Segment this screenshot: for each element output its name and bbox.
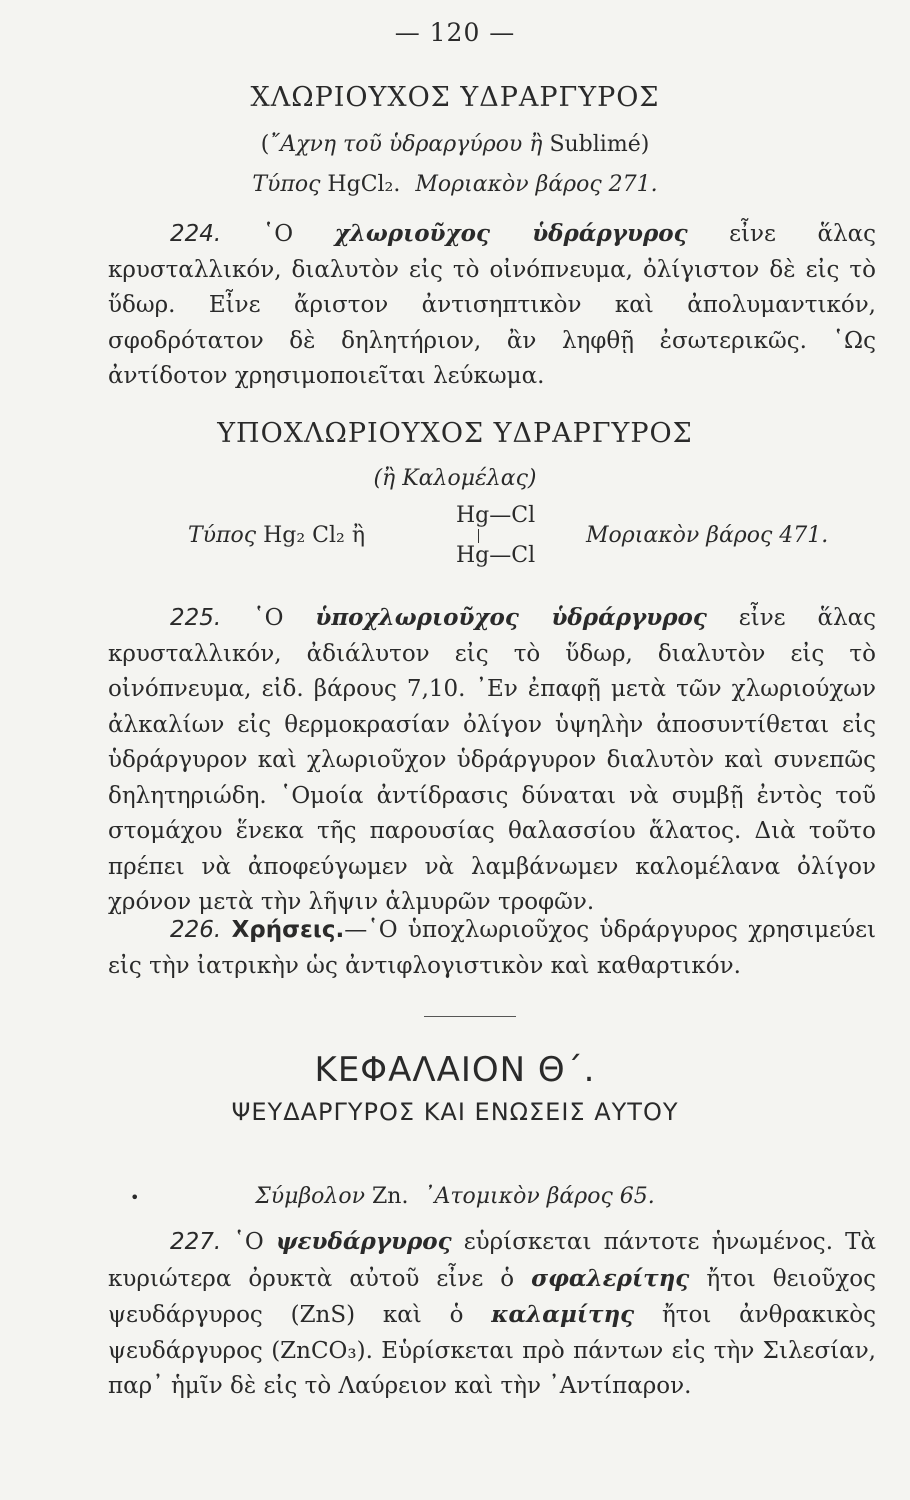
section-title-mercurous-chloride: ΥΠΟΧΛΩΡΙΟΥΧΟΣ ΥΔΡΑΡΓΥΡΟΣ <box>217 418 693 449</box>
type-label: Τύπος <box>252 172 321 197</box>
paragraph-226 <box>108 913 876 984</box>
chapter-title: ΚΕΦΑΛΑΙΟΝ Θ΄. <box>314 1050 596 1090</box>
paragraph-term: χλωριοῦχος ὑδράργυρος <box>334 220 688 247</box>
subtitle-close-paren: ) <box>640 132 650 157</box>
paragraph-term: ὑποχλωριοῦχος ὑδράργυρος <box>315 604 707 631</box>
paragraph-text-3: ἤτοι ἀνθρακικὸς ψευδάργυρος (ZnCO₃). Εὑρίσκεται πρὸ πάντων εἰς τὴν Σιλεσίαν, παρ᾿ ἡμῖν δὲ εἰς τὸ Λαύρειον καὶ τὴν ᾿Αντίπαρον. <box>108 1302 877 1399</box>
subtitle-open-paren: ( <box>260 132 270 157</box>
struct-top: Hg—Cl <box>456 503 536 528</box>
formula-row-calomel <box>108 503 876 568</box>
paragraph-term: ψευδάργυρος <box>275 1228 452 1255</box>
formula-line-mercuric-chloride <box>0 172 910 197</box>
paragraph-number: 227. <box>170 1229 222 1255</box>
section-subtitle-mercuric-chloride <box>0 132 910 157</box>
paragraph-term-calamine: καλαμίτης <box>491 1301 635 1328</box>
paragraph-lead: ῾Ο <box>253 605 284 631</box>
chapter-subtitle: ΨΕΥΔΑΡΓΥΡΟΣ ΚΑΙ ΕΝΩΣΕΙΣ ΑΥΤΟΥ <box>231 1098 679 1126</box>
paragraph-term-sphalerite: σφαλερίτης <box>531 1264 690 1292</box>
paragraph-227 <box>108 1224 876 1405</box>
structural-formula <box>456 505 535 567</box>
symbol-line-zinc <box>0 1184 910 1209</box>
paragraph-text: εἶνε ἅλας κρυσταλλικόν, διαλυτὸν εἰς τὸ οἰνόπνευμα, ὀλίγιστον δὲ εἰς τὸ ὕδωρ. Εἶνε ἄριστον ἀντισηπτικὸν καὶ ἀπολυμαντικόν, σφοδρότατον δὲ δηλητήριον, ἂν ληφθῇ ἐσωτερικῶς. ῾Ως ἀντίδοτον χρησιμοποιεῖται λεύκωμα. <box>108 221 877 389</box>
paragraph-number: 225. <box>170 605 222 631</box>
paragraph-lead: ῾Ο <box>233 1229 264 1255</box>
paragraph-number: 224. <box>170 221 222 247</box>
molecular-weight: Μοριακὸν βάρος 471. <box>586 523 829 548</box>
molecular-weight: Μοριακὸν βάρος 271. <box>415 172 658 197</box>
paragraph-heading: Χρήσεις. <box>231 917 345 943</box>
paragraph-text: εἶνε ἅλας κρυσταλλικόν, ἀδιάλυτον εἰς τὸ ὕδωρ, διαλυτὸν εἰς τὸ οἰνόπνευμα, εἰδ. βάρους 7,10. ᾿Εν ἐπαφῇ μετὰ τῶν χλωριούχων ἀλκαλίων εἰς θερμοκρασίαν ὀλίγον ὑψηλὴν ἀποσυντίθεται εἰς ὑδράργυρον καὶ χλωριοῦχον ὑδράργυρον διαλυτὸν καὶ συνεπῶς δηλητηριώδη. ῾Ομοία ἀντίδρασις δύναται νὰ συμβῇ ἐντὸς τοῦ στομάχου ἕνεκα τῆς παρουσίας θαλασσίου ἅλατος. Διὰ τοῦτο πρέπει νὰ ἀποφεύγωμεν νὰ λαμβάνωμεν καλομέλανα ὀλίγον χρόνον μετὰ τὴν λῆψιν ἁλμυρῶν τροφῶν. <box>108 605 877 915</box>
type-formula: HgCl₂. <box>327 172 401 197</box>
page-number: — 120 — <box>394 18 516 47</box>
divider-line <box>424 1016 516 1017</box>
paragraph-number: 226. <box>170 917 222 943</box>
subtitle-sublime: Sublimé <box>549 132 641 157</box>
paragraph-lead: ῾Ο <box>262 221 294 247</box>
atomic-weight: ᾿Ατομικὸν βάρος 65. <box>423 1184 655 1209</box>
paragraph-225 <box>108 600 876 921</box>
formula-left <box>188 523 365 548</box>
paragraph-text: —῾Ο ὑποχλωριοῦχος ὑδράργυρος χρησιμεύει εἰς τὴν ἰατρικὴν ὡς ἀντιφλογιστικὸν καὶ καθαρτικόν. <box>108 917 876 979</box>
paragraph-text-2: ἤτοι θειοῦχος ψευδάργυρος (ZnS) καὶ ὁ <box>108 1265 876 1328</box>
paragraph-224 <box>108 216 876 395</box>
type-formula: Hg₂ Cl₂ ἢ <box>263 523 366 548</box>
stray-dot: • <box>130 1188 140 1207</box>
section-title-mercuric-chloride: ΧΛΩΡΙΟΥΧΟΣ ΥΔΡΑΡΓΥΡΟΣ <box>250 82 660 113</box>
subtitle-italic: ῎Αχνη τοῦ ὑδραργύρου ἢ <box>269 132 543 157</box>
symbol: Zn. <box>371 1184 409 1209</box>
type-label: Τύπος <box>188 523 257 548</box>
section-subtitle-calomel: (ἢ Καλομέλας) <box>373 466 537 491</box>
bond-line <box>478 529 479 543</box>
paragraph-text-1: εὑρίσκεται πάντοτε ἡνωμένος. Τὰ κυριώτερα ὀρυκτὰ αὐτοῦ εἶνε ὁ <box>108 1229 877 1292</box>
symbol-label: Σύμβολον <box>255 1184 365 1209</box>
struct-bottom: Hg—Cl <box>456 543 536 568</box>
